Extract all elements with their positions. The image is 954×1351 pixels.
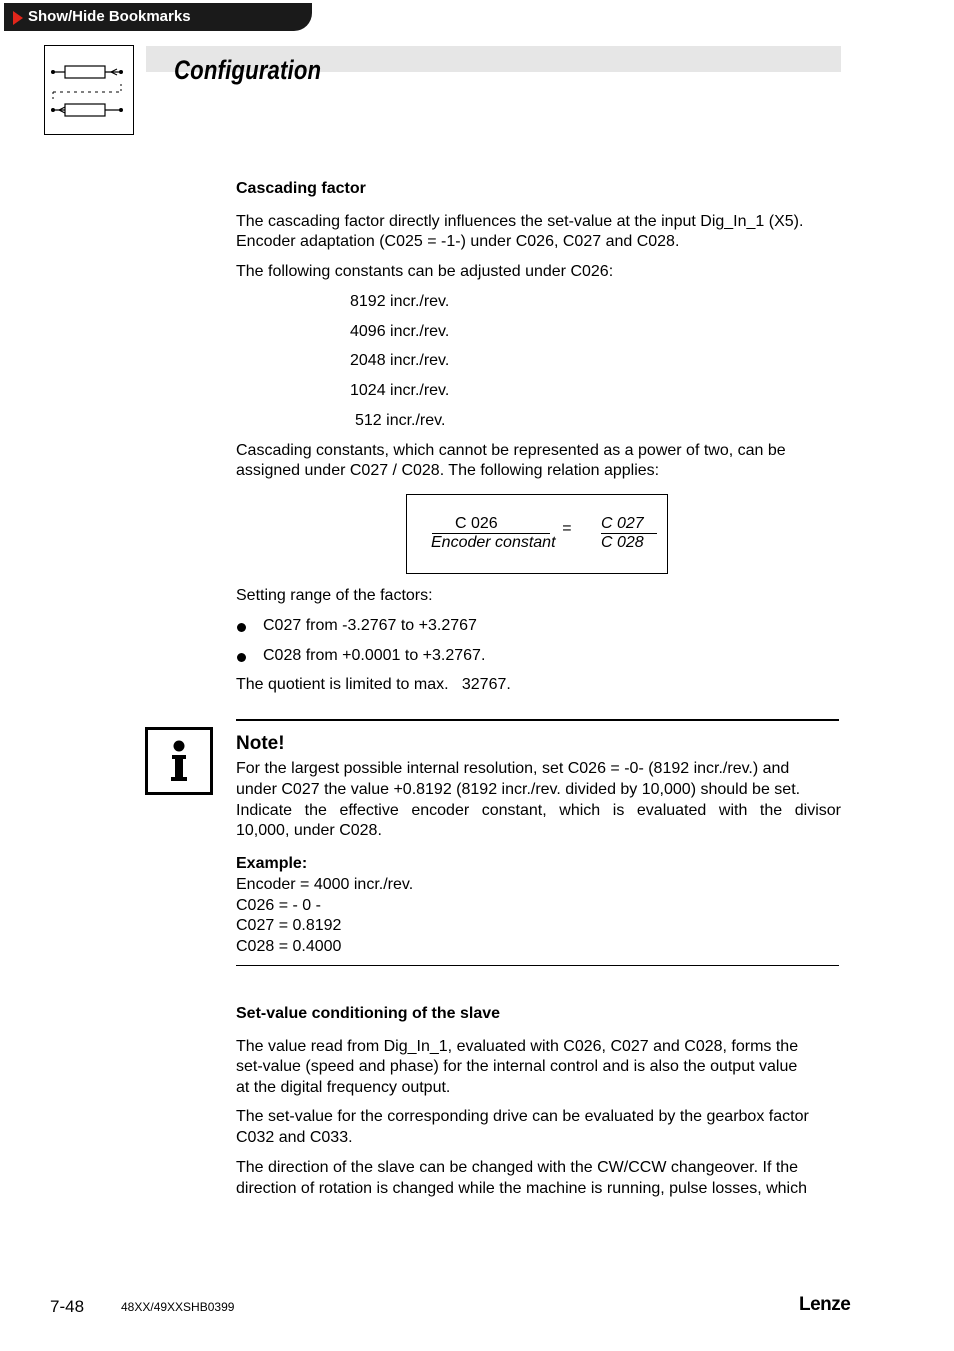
- constant-item: 512 incr./rev.: [355, 412, 446, 429]
- brand-logo: Lenze: [799, 1294, 851, 1315]
- document-code: 48XX/49XXSHB0399: [121, 1300, 235, 1314]
- example-heading: Example:: [236, 855, 308, 872]
- note-bottom-rule: [236, 965, 839, 966]
- section-heading-set-value-conditioning: Set-value conditioning of the slave: [236, 1005, 501, 1022]
- list-item: C028 from +0.0001 to +3.2767.: [263, 647, 486, 664]
- triangle-right-icon: [13, 11, 23, 25]
- show-hide-bookmarks-button[interactable]: [4, 3, 312, 31]
- paragraph-line: C032 and C033.: [236, 1129, 353, 1146]
- paragraph-line: set-value (speed and phase) for the internal control and is also the output value: [236, 1058, 798, 1075]
- note-line: under C027 the value +0.8192 (8192 incr./rev. divided by 10,000) should be set.: [236, 781, 801, 798]
- example-line: C028 = 0.4000: [236, 938, 342, 955]
- formula-left-numerator: C 026: [455, 515, 498, 532]
- formula-equals: =: [562, 520, 572, 537]
- chapter-logo: [44, 45, 134, 135]
- note-line: Indicate the effective encoder constant, which is evaluated with the divisor: [236, 802, 841, 819]
- paragraph-line: The value read from Dig_In_1, evaluated with C026, C027 and C028, forms the: [236, 1038, 799, 1055]
- paragraph-line: The direction of the slave can be changed with the CW/CCW changeover. If the: [236, 1159, 799, 1176]
- example-line: C027 = 0.8192: [236, 917, 342, 934]
- note-heading: Note!: [236, 733, 285, 754]
- formula-box: [406, 494, 668, 574]
- constant-item: 4096 incr./rev.: [350, 323, 450, 340]
- paragraph-line: Cascading constants, which cannot be represented as a power of two, can be: [236, 442, 786, 459]
- page-title: Configuration: [174, 55, 322, 85]
- section-heading-cascading-factor: Cascading factor: [236, 180, 366, 197]
- paragraph-line: at the digital frequency output.: [236, 1079, 451, 1096]
- constant-item: 8192 incr./rev.: [350, 293, 450, 310]
- example-line: C026 = - 0 -: [236, 897, 321, 914]
- note-line: 10,000, under C028.: [236, 822, 382, 839]
- paragraph-line: assigned under C027 / C028. The following relation applies:: [236, 462, 660, 479]
- info-icon: [145, 727, 213, 795]
- paragraph-line: The quotient is limited to max. 32767.: [236, 676, 511, 693]
- note-line: For the largest possible internal resolution, set C026 = -0- (8192 incr./rev.) and: [236, 760, 790, 777]
- note-top-rule: [236, 719, 839, 721]
- constant-item: 2048 incr./rev.: [350, 352, 450, 369]
- page-number: 7-48: [50, 1297, 85, 1316]
- example-line: Encoder = 4000 incr./rev.: [236, 876, 414, 893]
- formula-right-numerator: C 027: [601, 515, 644, 532]
- signal-flow-icon: [45, 46, 133, 134]
- bullet-dot-icon: [237, 653, 246, 662]
- formula-right-denominator: C 028: [601, 534, 644, 551]
- formula-left-denominator: Encoder constant: [431, 534, 556, 551]
- paragraph-line: The cascading factor directly influences the set-value at the input Dig_In_1 (X5).: [236, 213, 804, 230]
- constant-item: 1024 incr./rev.: [350, 382, 450, 399]
- paragraph-line: Encoder adaptation (C025 = -1-) under C026, C027 and C028.: [236, 233, 680, 250]
- paragraph-line: Setting range of the factors:: [236, 587, 433, 604]
- paragraph-line: direction of rotation is changed while the machine is running, pulse losses, which: [236, 1180, 807, 1197]
- list-item: C027 from -3.2767 to +3.2767: [263, 617, 477, 634]
- bullet-dot-icon: [237, 623, 246, 632]
- bookmarks-label: Show/Hide Bookmarks: [28, 8, 191, 25]
- paragraph-line: The set-value for the corresponding drive can be evaluated by the gearbox factor: [236, 1108, 809, 1125]
- paragraph-line: The following constants can be adjusted under C026:: [236, 263, 614, 280]
